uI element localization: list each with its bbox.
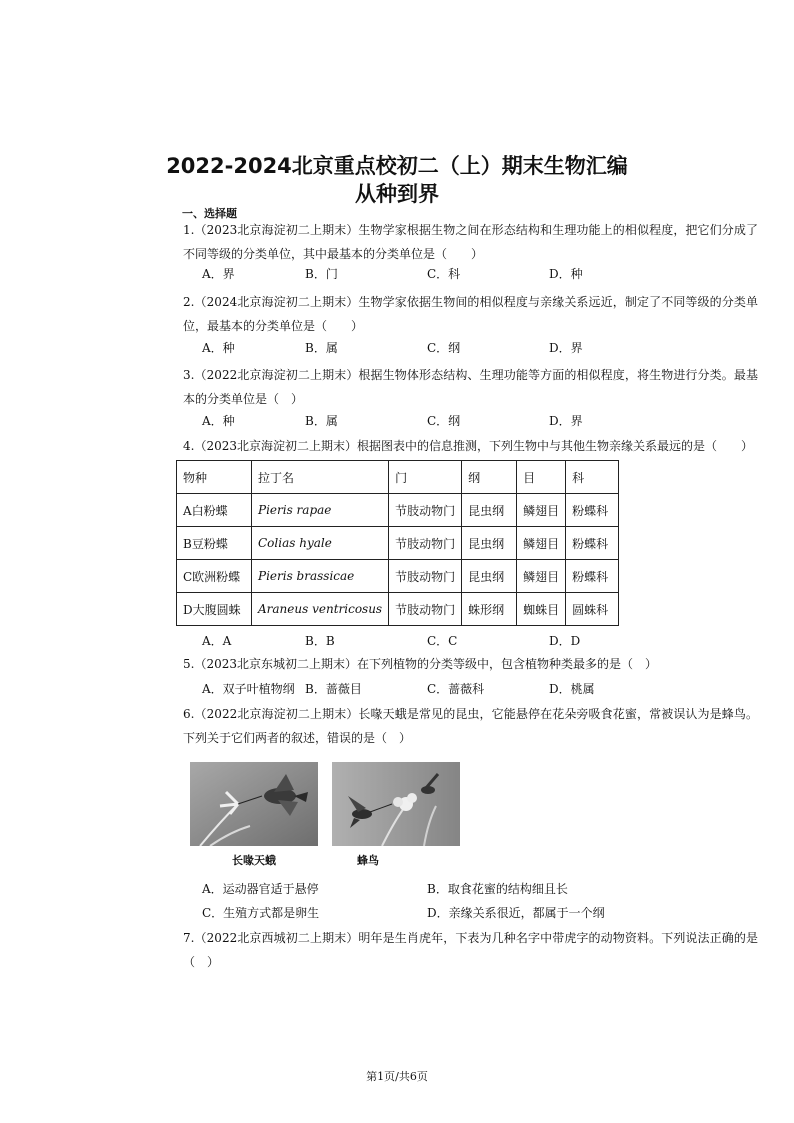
option-d: D．种 (549, 267, 583, 281)
option-c: C．C (427, 634, 458, 648)
table-cell: 昆虫纲 (462, 527, 517, 560)
hawk-moth-caption: 长喙天蛾 (232, 854, 276, 867)
table-cell: 节肢动物门 (389, 593, 462, 626)
question-3: 3.（2022北京海淀初二上期末）根据生物体形态结构、生理功能等方面的相似程度，将生物进行分类。最基本的分类单位是（ ） (183, 368, 758, 406)
option-a: A．界 (202, 267, 235, 281)
option-b: B．门 (305, 267, 338, 281)
document-title: 2022-2024北京重点校初二（上）期末生物汇编 (166, 154, 628, 178)
table-cell: Pieris brassicae (252, 560, 389, 593)
table-cell: 节肢动物门 (389, 560, 462, 593)
option-d: D．亲缘关系很近，都属于一个纲 (427, 906, 605, 920)
question-6: 6.（2022北京海淀初二上期末）长喙天蛾是常见的昆虫，它能悬停在花朵旁吸食花蜜，常被误认为是蜂鸟。下列关于它们两者的叙述，错误的是（ ） (183, 707, 758, 745)
page-number: 第1页/共6页 (366, 1070, 428, 1083)
option-c: C．纲 (427, 414, 461, 428)
question-3-options (202, 412, 762, 434)
question-2-options (202, 339, 762, 361)
table-cell: 鳞翅目 (517, 527, 566, 560)
option-c: C．纲 (427, 341, 461, 355)
section-heading: 一、选择题 (182, 207, 237, 220)
question-4: 4.（2023北京海淀初二上期末）根据图表中的信息推测，下列生物中与其他生物亲缘关系最远的是（ ） (183, 439, 753, 453)
taxonomy-table (176, 460, 619, 626)
option-b: B．蔷薇目 (305, 682, 362, 696)
option-a: A．双子叶植物纲 (202, 682, 295, 696)
option-d: D．D (549, 634, 581, 648)
option-b: B．B (305, 634, 335, 648)
table-header-cell: 物种 (177, 461, 252, 494)
hummingbird-photo (332, 762, 460, 846)
question-1-options (202, 265, 762, 287)
table-cell: Pieris rapae (252, 494, 389, 527)
option-b: B．属 (305, 414, 338, 428)
question-5-options (202, 680, 762, 702)
table-header-cell: 科 (566, 461, 619, 494)
question-4-options (202, 632, 762, 654)
table-header-cell: 纲 (462, 461, 517, 494)
option-a: A．运动器官适于悬停 (202, 882, 319, 896)
table-row (177, 494, 619, 527)
table-cell: 鳞翅目 (517, 494, 566, 527)
question-7: 7.（2022北京西城初二上期末）明年是生肖虎年，下表为几种名字中带虎字的动物资料。下列说法正确的是（ ） (183, 931, 758, 969)
table-cell: Araneus ventricosus (252, 593, 389, 626)
table-header-row (177, 461, 619, 494)
table-header-cell: 拉丁名 (252, 461, 389, 494)
question-2: 2.（2024北京海淀初二上期末）生物学家依据生物间的相似程度与亲缘关系远近，制定了不同等级的分类单位，最基本的分类单位是（ ） (183, 295, 758, 333)
table-cell: D大腹圆蛛 (177, 593, 252, 626)
option-c: C．科 (427, 267, 461, 281)
option-a: A．种 (202, 341, 235, 355)
option-d: D．界 (549, 414, 583, 428)
table-cell: 蜘蛛目 (517, 593, 566, 626)
hawk-moth-photo (190, 762, 318, 846)
table-cell: Colias hyale (252, 527, 389, 560)
table-header-cell: 门 (389, 461, 462, 494)
table-cell: C欧洲粉蝶 (177, 560, 252, 593)
question-6-options-row1 (202, 880, 762, 902)
table-cell: B豆粉蝶 (177, 527, 252, 560)
table-header-cell: 目 (517, 461, 566, 494)
table-cell: 鳞翅目 (517, 560, 566, 593)
option-a: A．种 (202, 414, 235, 428)
table-cell: 粉蝶科 (566, 527, 619, 560)
option-c: C．生殖方式都是卵生 (202, 906, 320, 920)
option-b: B．属 (305, 341, 338, 355)
table-row (177, 560, 619, 593)
table-row (177, 593, 619, 626)
question-6-options-row2 (202, 904, 762, 926)
table-cell: 粉蝶科 (566, 494, 619, 527)
table-cell: 蛛形纲 (462, 593, 517, 626)
option-d: D．界 (549, 341, 583, 355)
table-cell: 昆虫纲 (462, 560, 517, 593)
option-a: A．A (202, 634, 232, 648)
option-b: B．取食花蜜的结构细且长 (427, 882, 568, 896)
document-subtitle: 从种到界 (355, 182, 439, 206)
question-1: 1.（2023北京海淀初二上期末）生物学家根据生物之间在形态结构和生理功能上的相似程度，把它们分成了不同等级的分类单位，其中最基本的分类单位是（ ） (183, 223, 758, 261)
table-cell: 圆蛛科 (566, 593, 619, 626)
table-cell: 节肢动物门 (389, 494, 462, 527)
option-c: C．蔷薇科 (427, 682, 485, 696)
question-5: 5.（2023北京东城初二上期末）在下列植物的分类等级中，包含植物种类最多的是（ ） (183, 657, 657, 671)
table-cell: 昆虫纲 (462, 494, 517, 527)
option-d: D．桃属 (549, 682, 595, 696)
table-row (177, 527, 619, 560)
table-cell: 粉蝶科 (566, 560, 619, 593)
hummingbird-caption: 蜂鸟 (357, 854, 379, 867)
table-cell: A白粉蝶 (177, 494, 252, 527)
table-cell: 节肢动物门 (389, 527, 462, 560)
